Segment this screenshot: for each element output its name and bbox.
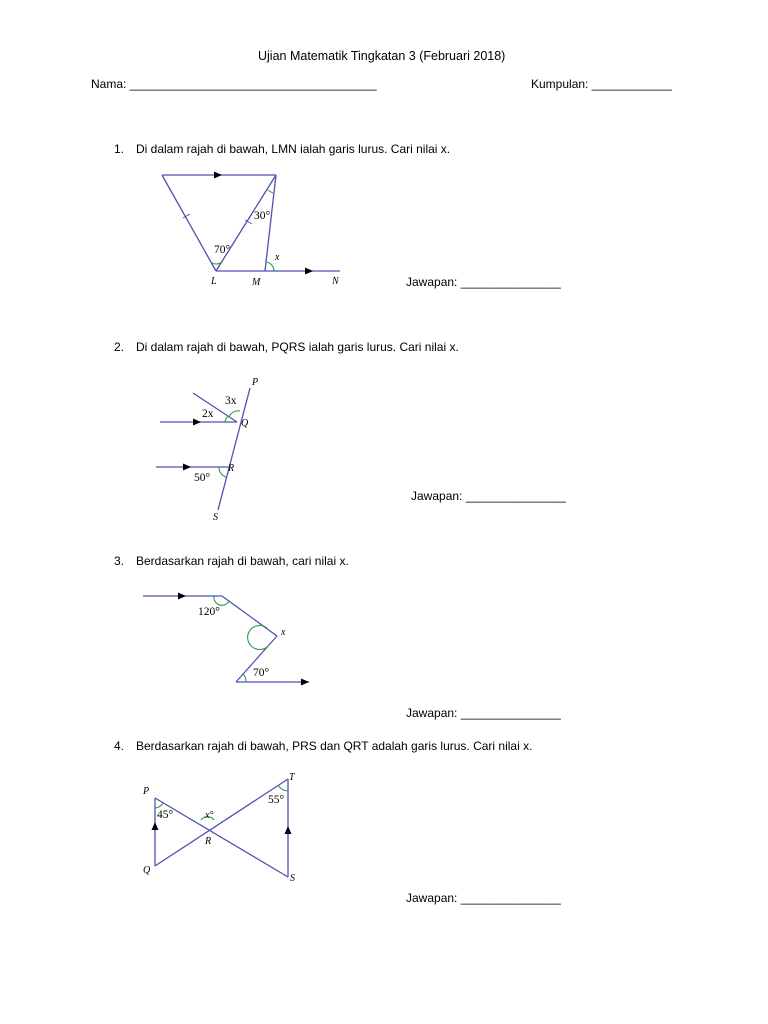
q2-point-Q: Q: [241, 418, 249, 429]
q4-arrow-TS: [285, 826, 292, 834]
question-3-number: 3.: [114, 554, 125, 568]
q2-point-S: S: [213, 512, 218, 523]
q3-angle-120-label: 120°: [198, 606, 220, 618]
q1-point-M: M: [252, 277, 261, 288]
q2-angle-3x-label: 3x: [225, 395, 237, 407]
q2-angle-2x-label: 2x: [202, 408, 214, 420]
q4-point-T: T: [289, 772, 295, 783]
q1-angle-30-label: 30°: [254, 210, 271, 222]
q1-point-L: L: [211, 276, 217, 287]
q4-angle-x-label: x°: [205, 810, 214, 821]
group-field[interactable]: Kumpulan: ____________: [531, 77, 672, 91]
q3-angle-70-label: 70°: [253, 667, 270, 679]
question-1-number: 1.: [114, 142, 125, 156]
question-2-number: 2.: [114, 340, 125, 354]
name-field[interactable]: Nama: _____________________________________: [91, 77, 377, 91]
question-2-text: Di dalam rajah di bawah, PQRS ialah garis lurus. Cari nilai x.: [136, 340, 459, 354]
q4-point-Q: Q: [143, 865, 151, 876]
question-2-answer-field[interactable]: Jawapan: _______________: [411, 489, 566, 503]
q4-point-P: P: [143, 786, 150, 797]
q4-point-R: R: [205, 836, 212, 847]
q1-point-N: N: [332, 276, 339, 287]
q2-point-P: P: [252, 377, 259, 388]
q3-angle-x-label: x: [281, 627, 286, 638]
question-4-text: Berdasarkan rajah di bawah, PRS dan QRT adalah garis lurus. Cari nilai x.: [136, 739, 533, 753]
q2-point-R: R: [228, 463, 235, 474]
q2-angle-50-label: 50°: [194, 472, 211, 484]
page-title: Ujian Matematik Tingkatan 3 (Februari 2018): [258, 49, 506, 63]
question-4-answer-field[interactable]: Jawapan: _______________: [406, 891, 561, 905]
question-1-answer-field[interactable]: Jawapan: _______________: [406, 275, 561, 289]
q4-angle-arc-55: [278, 785, 288, 791]
question-3-text: Berdasarkan rajah di bawah, cari nilai x.: [136, 554, 349, 568]
q4-angle-45-label: 45°: [157, 809, 174, 821]
q1-angle-70-label: 70°: [214, 244, 231, 256]
q4-angle-55-label: 55°: [268, 794, 285, 806]
q4-point-S: S: [290, 873, 295, 884]
question-3-answer-field[interactable]: Jawapan: _______________: [406, 706, 561, 720]
q4-arrow-PQ: [152, 822, 159, 830]
question-4-number: 4.: [114, 739, 125, 753]
question-1-text: Di dalam rajah di bawah, LMN ialah garis lurus. Cari nilai x.: [136, 142, 451, 156]
q1-angle-x-label: x: [275, 252, 280, 263]
